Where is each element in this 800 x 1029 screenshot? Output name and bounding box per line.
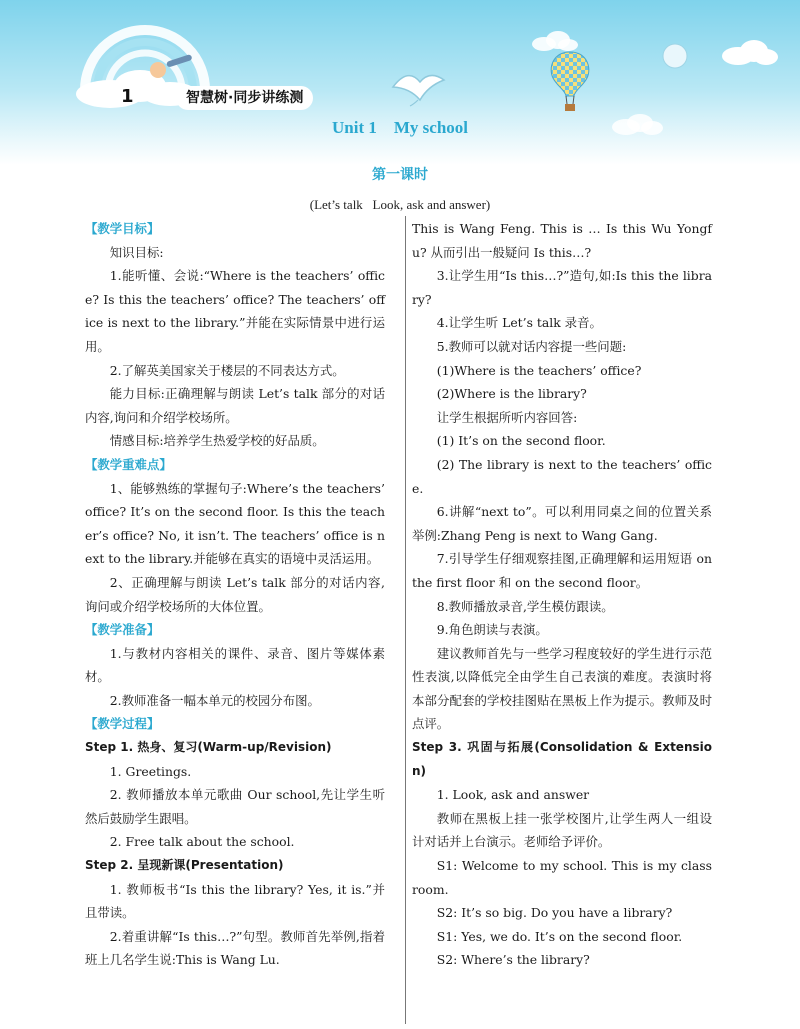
paragraph: S1: Welcome to my school. This is my classroom.: [412, 858, 712, 897]
paragraph: 9.角色朗读与表演。: [436, 622, 548, 638]
paragraph: 2. Free talk about the school.: [109, 834, 295, 850]
paragraph: 1.能听懂、会说:“Where is the teachers’ office? Is this the teachers’ office? The teachers’ office is next to the library.”并能在实际情景中进行运用。: [85, 268, 385, 354]
paragraph: 2.了解英美国家关于楼层的不同表达方式。: [109, 362, 345, 378]
cloud-illustration: [530, 30, 580, 52]
section-heading: 【教学过程】: [85, 716, 160, 732]
paragraph: 1.与教材内容相关的课件、录音、图片等媒体素材。: [85, 645, 385, 685]
cloud-illustration: [720, 38, 780, 66]
paragraph: S2: It’s so big. Do you have a library?: [436, 905, 673, 921]
paragraph: 2. 教师播放本单元歌曲 Our school,先让学生听然后鼓励学生跟唱。: [85, 787, 385, 826]
paragraph: 教师在黑板上挂一张学校图片,让学生两人一组设计对话并上台演示。老师给予评价。: [412, 810, 712, 850]
step-heading: Step 2. 呈现新课(Presentation): [85, 858, 284, 873]
right-column: [412, 217, 712, 972]
paragraph: (1)Where is the teachers’ office?: [436, 362, 642, 378]
paragraph: (2)Where is the library?: [436, 386, 587, 402]
section-heading: 【教学目标】: [85, 221, 160, 236]
paragraph: 1、能够熟练的掌握句子:Where’s the teachers’ office? It’s on the second floor. Is this the teacher’s office? No, it isn’t. The teachers’ office is next to the library.并能够在真实的语境中灵活运用。: [85, 480, 385, 567]
lesson-title: 第一课时: [372, 167, 428, 183]
sun-illustration: [662, 43, 688, 69]
series-name: 智慧树·同步讲练测: [176, 86, 313, 110]
paragraph: 1. Look, ask and answer: [436, 787, 590, 803]
paragraph: 8.教师播放录音,学生模仿跟读。: [436, 598, 614, 614]
paragraph: 2.着重讲解“Is this…?”句型。教师首先举例,指着班上几名学生说:This is Wang Lu.: [85, 928, 385, 968]
paragraph: 7.引导学生仔细观察挂图,正确理解和运用短语 on the first floor 和 on the second floor。: [412, 551, 712, 590]
page-number: 1: [121, 86, 134, 107]
paragraph: S1: Yes, we do. It’s on the second floor.: [436, 928, 683, 944]
paragraph: 让学生根据所听内容回答:: [436, 409, 578, 425]
hot-air-balloon-illustration: [545, 50, 595, 115]
left-column: [85, 217, 385, 972]
paragraph: (1) It’s on the second floor.: [436, 433, 606, 449]
paragraph: 1. Greetings.: [109, 763, 192, 779]
paragraph: 2、正确理解与朗读 Let’s talk 部分的对话内容,询问或介绍学校场所的大体位置。: [85, 574, 385, 614]
paragraph: (2) The library is next to the teachers’ office.: [412, 456, 712, 496]
paragraph: 2.教师准备一幅本单元的校园分布图。: [109, 692, 320, 708]
paragraph: 3.让学生用“Is this…?”造句,如:Is this the library?: [412, 268, 712, 307]
paragraph: This is Wang Feng. This is … Is this Wu Yongfu? 从而引出一般疑问 Is this…?: [412, 221, 712, 260]
paragraph: 建议教师首先与一些学习程度较好的学生进行示范性表演,以降低完全由学生自己表演的难度。表演时将本部分配套的学校挂图贴在黑板上作为提示。教师及时点评。: [412, 645, 712, 732]
section-heading: 【教学准备】: [85, 622, 160, 638]
paragraph: 5.教师可以就对话内容提一些问题:: [436, 338, 627, 354]
paragraph: 情感目标:培养学生热爱学校的好品质。: [109, 433, 325, 449]
bird-kite-illustration: [388, 62, 448, 107]
unit-title-text: Unit 1 My school: [332, 118, 468, 137]
step-heading: Step 1. 热身、复习(Warm-up/Revision): [85, 740, 332, 755]
step-heading: Step 3. 巩固与拓展(Consolidation & Extension): [412, 740, 712, 778]
paragraph: 1. 教师板书“Is this the library? Yes, it is.”并且带读。: [85, 881, 385, 921]
unit-title: [0, 118, 800, 138]
column-divider: [405, 216, 406, 1024]
paragraph: 4.让学生听 Let’s talk 录音。: [436, 315, 602, 331]
paragraph: 能力目标:正确理解与朗读 Let’s talk 部分的对话内容,询问和介绍学校场所。: [85, 386, 385, 425]
paragraph: S2: Where’s the library?: [436, 952, 590, 968]
section-heading: 【教学重难点】: [85, 456, 172, 472]
lesson-subtitle: (Let’s talk Look, ask and answer): [309, 197, 491, 212]
paragraph: 知识目标:: [109, 244, 164, 260]
paragraph: 6.讲解“next to”。可以利用同桌之间的位置关系举例:Zhang Peng is next to Wang Gang.: [412, 504, 712, 543]
